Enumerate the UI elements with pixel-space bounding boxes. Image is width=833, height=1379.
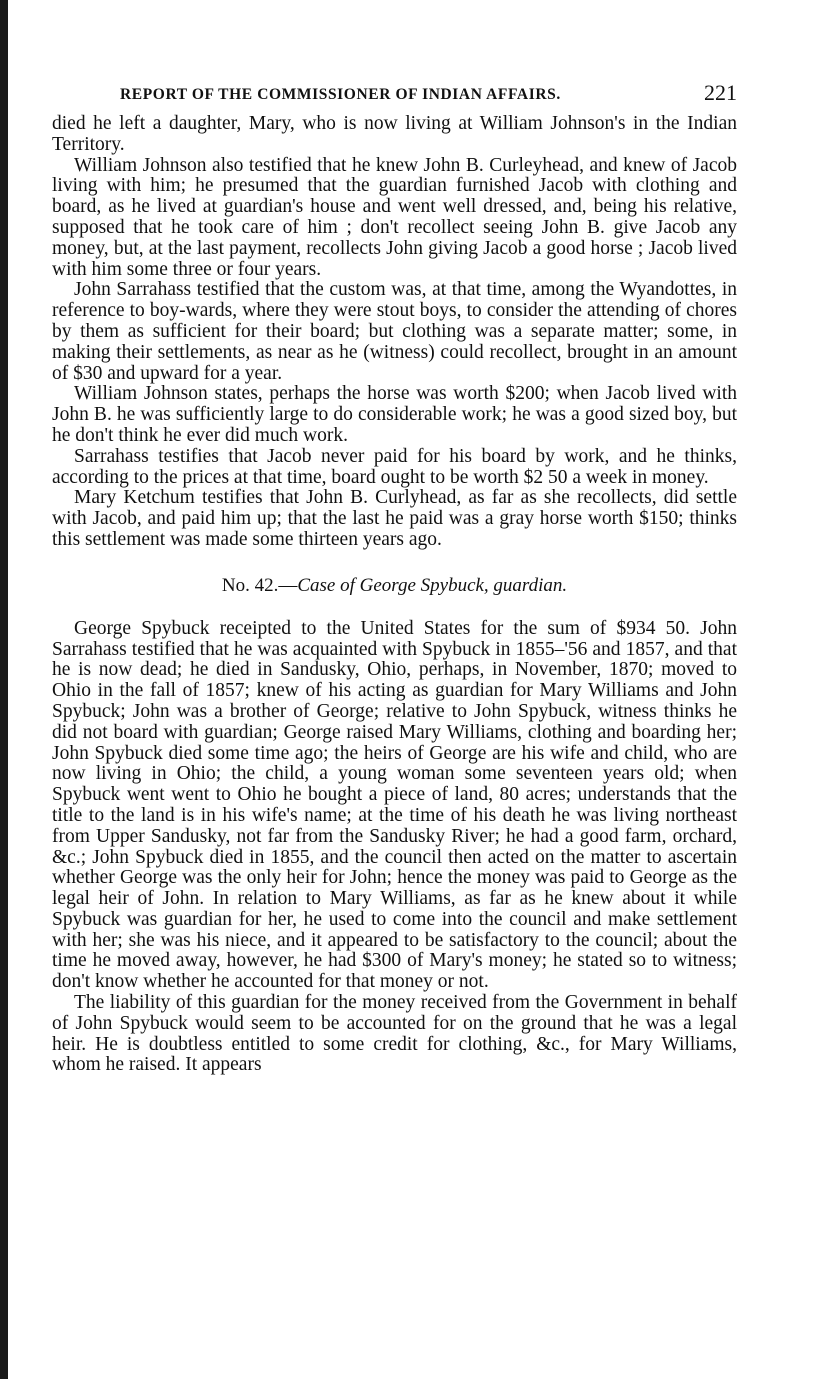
case-heading [52, 575, 737, 597]
paragraph: died he left a daughter, Mary, who is now living at William Johnson's in the Indian Territory. [52, 113, 737, 155]
body-text-part1 [52, 114, 737, 551]
body-text-part2 [52, 619, 737, 1077]
page-number: 221 [704, 80, 737, 105]
scan-edge [0, 0, 8, 1379]
paragraph: The liability of this guardian for the money received from the Government in behalf of John Spybuck would seem to be accounted for on the ground that he was a legal heir. He is doubtless entitled to some credit for clothing, &c., for Mary Williams, whom he raised. It appears [52, 992, 737, 1076]
paragraph: Mary Ketchum testifies that John B. Curlyhead, as far as she recollects, did settle with Jacob, and paid him up; that the last he paid was a gray horse worth $150; thinks this settlement was made some thirteen years ago. [52, 487, 737, 550]
paragraph: William Johnson states, perhaps the horse was worth $200; when Jacob lived with John B. he was sufficiently large to do considerable work; he was a good sized boy, but he don't think he ever did much work. [52, 383, 737, 446]
paragraph: John Sarrahass testified that the custom was, at that time, among the Wyandottes, in reference to boy-wards, where they were stout boys, to consider the attending of chores by them as sufficient for their board; but clothing was a separate matter; some, in making their settlements, as near as he (witness) could recollect, brought in an amount of $30 and upward for a year. [52, 279, 737, 384]
paragraph: Sarrahass testifies that Jacob never paid for his board by work, and he thinks, according to the prices at that time, board ought to be worth $2 50 a week in money. [52, 445, 737, 488]
paragraph: George Spybuck receipted to the United States for the sum of $934 50. John Sarrahass testified that he was acquainted with Spybuck in 1855–'56 and 1857, and that he is now dead; he died in Sandusky, Ohio, perhaps, in November, 1870; moved to Ohio in the fall of 1857; knew of his acting as guardian for Mary Williams and John Spybuck; John was a brother of George; relative to John Spybuck, witness thinks he did not board with guardian; George raised Mary Williams, clothing and boarding her; John Spybuck died some time ago; the heirs of George are his wife and child, who are now living in Ohio; the child, a young woman some seventeen years old; when Spybuck went went to Ohio he bought a piece of land, 80 acres; understands that the title to the land is in his wife's name; at the time of his death he was living northeast from Upper Sandusky, not far from the Sandusky River; he had a good farm, orchard, &c.; John Spybuck died in 1855, and the council then acted on the matter to ascertain whether George was the only heir for John; hence the money was paid to George as the legal heir of John. In relation to Mary Williams, as far as he knew about it while Spybuck was guardian for her, he used to come into the council and make settlement with her; she was his niece, and it appeared to be satisfactory to the council; about the time he moved away, however, he had $300 of Mary's money; he stated so to witness; don't know whether he accounted for that money or not. [52, 617, 737, 993]
document-page [52, 80, 737, 1076]
running-title: REPORT OF THE COMMISSIONER OF INDIAN AFFAIRS. [120, 86, 561, 103]
case-title: Case of George Spybuck, guardian. [297, 574, 568, 596]
running-head [52, 80, 737, 114]
case-number: No. 42.— [221, 574, 298, 596]
paragraph: William Johnson also testified that he knew John B. Curleyhead, and knew of Jacob living with him; he presumed that the guardian furnished Jacob with clothing and board, as he lived at guardian's house and went well dressed, and, being his relative, supposed that he took care of him ; don't recollect seeing John B. give Jacob any money, but, at the last payment, recollects John giving Jacob a good horse ; Jacob lived with him some three or four years. [52, 154, 737, 280]
